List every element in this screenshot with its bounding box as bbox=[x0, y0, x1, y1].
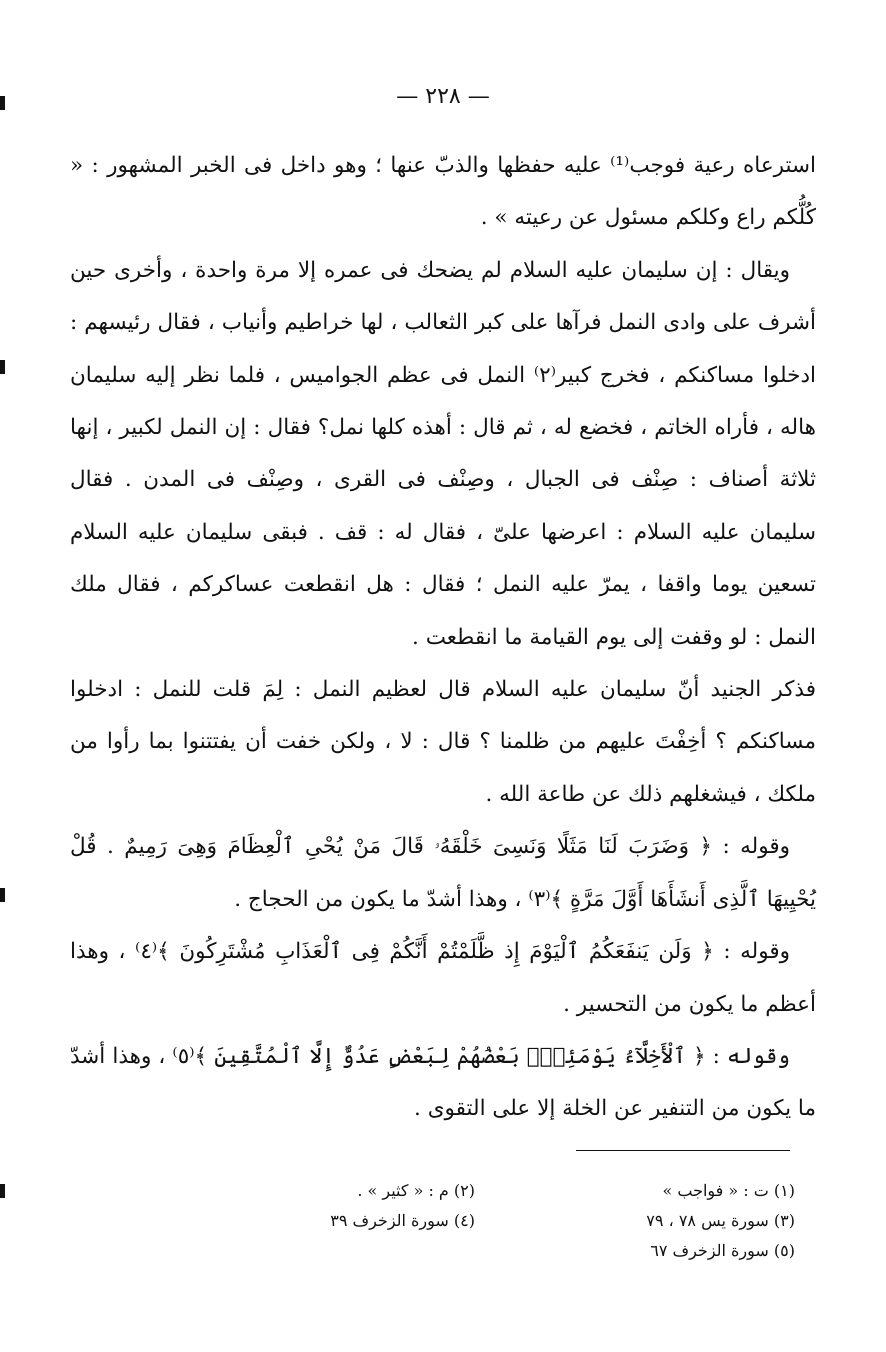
scan-edge-mark bbox=[0, 96, 5, 110]
footnote: (٥) سورة الزخرف ٦٧ bbox=[650, 1241, 795, 1260]
footnote-divider bbox=[576, 1150, 790, 1151]
main-text bbox=[70, 140, 816, 1136]
paragraph: ويقال : إن سليمان عليه السلام لم يضحك فى عمره إلا مرة واحدة ، وأخرى حين أشرف على وادى النمل فرآها على كبر الثعالب ، لها خراطيم وأنياب ، فقال رئيسهم : ادخلوا مساكنكم ، فخرج كبير⁽٢⁾ النمل فى عظم الجواميس ، فلما نظر إليه سليمان هاله ، فأراه الخاتم ، فخضع له ، ثم قال : أهذه كلها نمل؟ فقال : إن النمل لكبير ، إنها ثلاثة أصناف : صِنْف فى الجبال ، وصِنْف فى القرى ، وصِنْف فى المدن . فقال سليمان عليه السلام : اعرضها علىّ ، فقال له : قف . فبقى سليمان عليه السلام تسعين يوما واقفا ، يمرّ عليه النمل ؛ فقال : هل انقطعت عساكركم ، فقال ملك النمل : لو وقفت إلى يوم القيامة ما انقطعت . bbox=[70, 257, 817, 650]
quran-paragraph: وقوله : ﴿ وَضَرَبَ لَنَا مَثَلًا وَنَسِىَ خَلْقَهُۥ قَالَ مَنْ يُحْىِ ٱلْعِظَامَ وَهِىَ رَمِيمٌ . قُلْ يُحْيِيهَا ٱلَّذِى أَنشَأَهَا أَوَّلَ مَرَّةٍ ﴾⁽٣⁾ ، وهذا أشدّ ما يكون من الحجاج . bbox=[70, 834, 816, 912]
paragraph: فذكر الجنيد أنّ سليمان عليه السلام قال لعظيم النمل : لِمَ قلت للنمل : ادخلوا مساكنكم ؟ أخِفْتَ عليهم من ظلمنا ؟ قال : لا ، ولكن خفت أن يفتتنوا بما رأوا من ملكك ، فيشغلهم ذلك عن طاعة الله . bbox=[70, 677, 816, 807]
scan-edge-mark bbox=[0, 888, 5, 902]
scan-edge-mark bbox=[0, 1184, 5, 1198]
footnote: (٢) م : « كثير » . bbox=[357, 1181, 475, 1200]
scan-edge-mark bbox=[0, 360, 5, 374]
footnote: (٣) سورة يس ٧٨ ، ٧٩ bbox=[646, 1211, 795, 1230]
footnote: (٤) سورة الزخرف ٣٩ bbox=[330, 1211, 475, 1230]
quran-paragraph: وقوله : ﴿ وَلَن يَنفَعَكُمُ ٱلْيَوْمَ إِذ ظَّلَمْتُمْ أَنَّكُمْ فِى ٱلْعَذَابِ مُشْتَرِكُونَ ﴾⁽٤⁾ ، وهذا أعظم ما يكون من التحسير . bbox=[70, 939, 816, 1017]
footnote-column-right bbox=[535, 1176, 795, 1266]
footnote-column-left bbox=[215, 1176, 475, 1236]
page-number: — ٢٢٨ — bbox=[396, 84, 490, 109]
quran-paragraph: وقوله : ﴿ ٱلْأَخِلَّآءُ يَوْمَئِذٍۭ بَعْضُهُمْ لِبَعْضٍ عَدُوٌّ إِلَّا ٱلْمُتَّقِينَ ﴾⁽٥⁾ ، وهذا أشدّ ما يكون من التنفير عن الخلة إلا على التقوى . bbox=[70, 1043, 816, 1122]
footnote: (١) ت : « فواجب » bbox=[662, 1181, 795, 1200]
paragraph: استرعاه رعية فوجب⁽¹⁾ عليه حفظها والذبّ عنها ؛ وهو داخل فى الخبر المشهور : « كُلُّكم راع وكلكم مسئول عن رعيته » . bbox=[70, 153, 816, 231]
